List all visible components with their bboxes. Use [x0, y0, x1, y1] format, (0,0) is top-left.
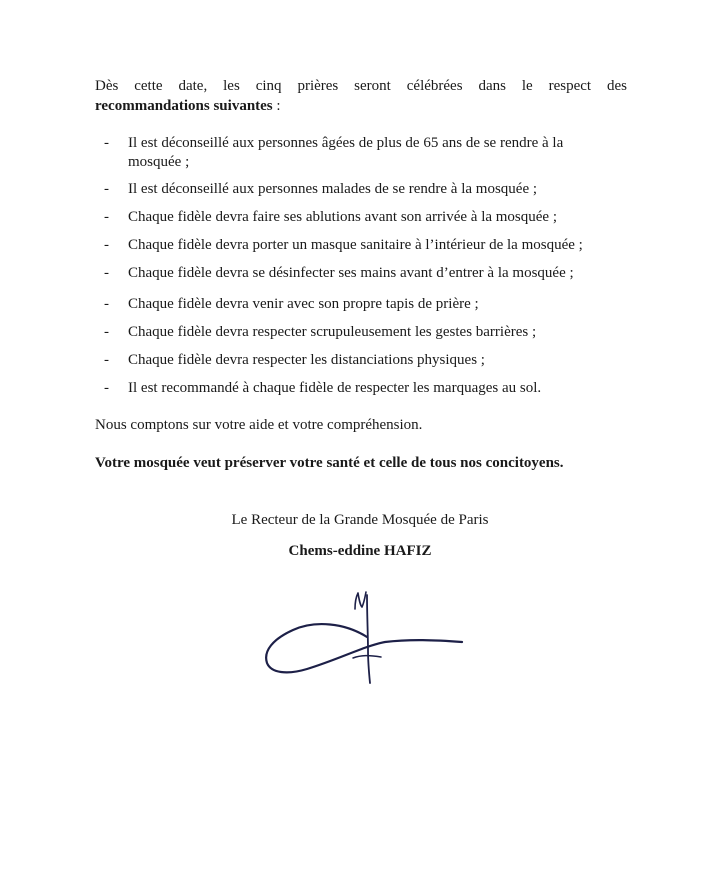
signatory-name: Chems-eddine HAFIZ — [288, 543, 432, 559]
list-item-text — [128, 134, 628, 172]
intro-bold-text: recommandations suivantes — [95, 98, 273, 114]
closing-paragraph: Nous comptons sur votre aide et votre compréhension. — [95, 417, 423, 433]
statement-paragraph: Votre mosquée veut préserver votre santé et celle de tous nos concitoyens. — [95, 455, 564, 471]
handwritten-signature — [255, 585, 480, 690]
list-item-text: Il est recommandé à chaque fidèle de respecter les marquages au sol. — [128, 380, 542, 396]
bullet-dash: - — [104, 380, 109, 396]
list-item-text: Chaque fidèle devra respecter scrupuleusement les gestes barrières ; — [128, 324, 537, 340]
list-item-text: Il est déconseillé aux personnes malades de se rendre à la mosquée ; — [128, 181, 538, 197]
bullet-dash: - — [104, 324, 109, 340]
bullet-dash: - — [104, 135, 109, 151]
bullet-dash: - — [104, 265, 109, 281]
bullet-dash: - — [104, 209, 109, 225]
signatory-title: Le Recteur de la Grande Mosquée de Paris — [231, 512, 489, 528]
intro-text: Dès cette date, les cinq prières seront célébrées dans le respect des — [95, 78, 627, 94]
list-item-text: Chaque fidèle devra se désinfecter ses mains avant d’entrer à la mosquée ; — [128, 265, 574, 281]
list-item-line: Il est déconseillé aux personnes âgées de plus de 65 ans de se rendre à la — [128, 135, 564, 151]
bullet-dash: - — [104, 181, 109, 197]
intro-paragraph — [95, 76, 627, 116]
intro-colon: : — [272, 98, 281, 114]
list-item-line: mosquée ; — [128, 154, 190, 170]
list-item-text: Chaque fidèle devra porter un masque sanitaire à l’intérieur de la mosquée ; — [128, 237, 583, 253]
bullet-dash: - — [104, 296, 109, 312]
list-item-text: Chaque fidèle devra venir avec son propre tapis de prière ; — [128, 296, 479, 312]
bullet-dash: - — [104, 237, 109, 253]
bullet-dash: - — [104, 352, 109, 368]
list-item-text: Chaque fidèle devra respecter les distanciations physiques ; — [128, 352, 485, 368]
list-item-text: Chaque fidèle devra faire ses ablutions avant son arrivée à la mosquée ; — [128, 209, 558, 225]
